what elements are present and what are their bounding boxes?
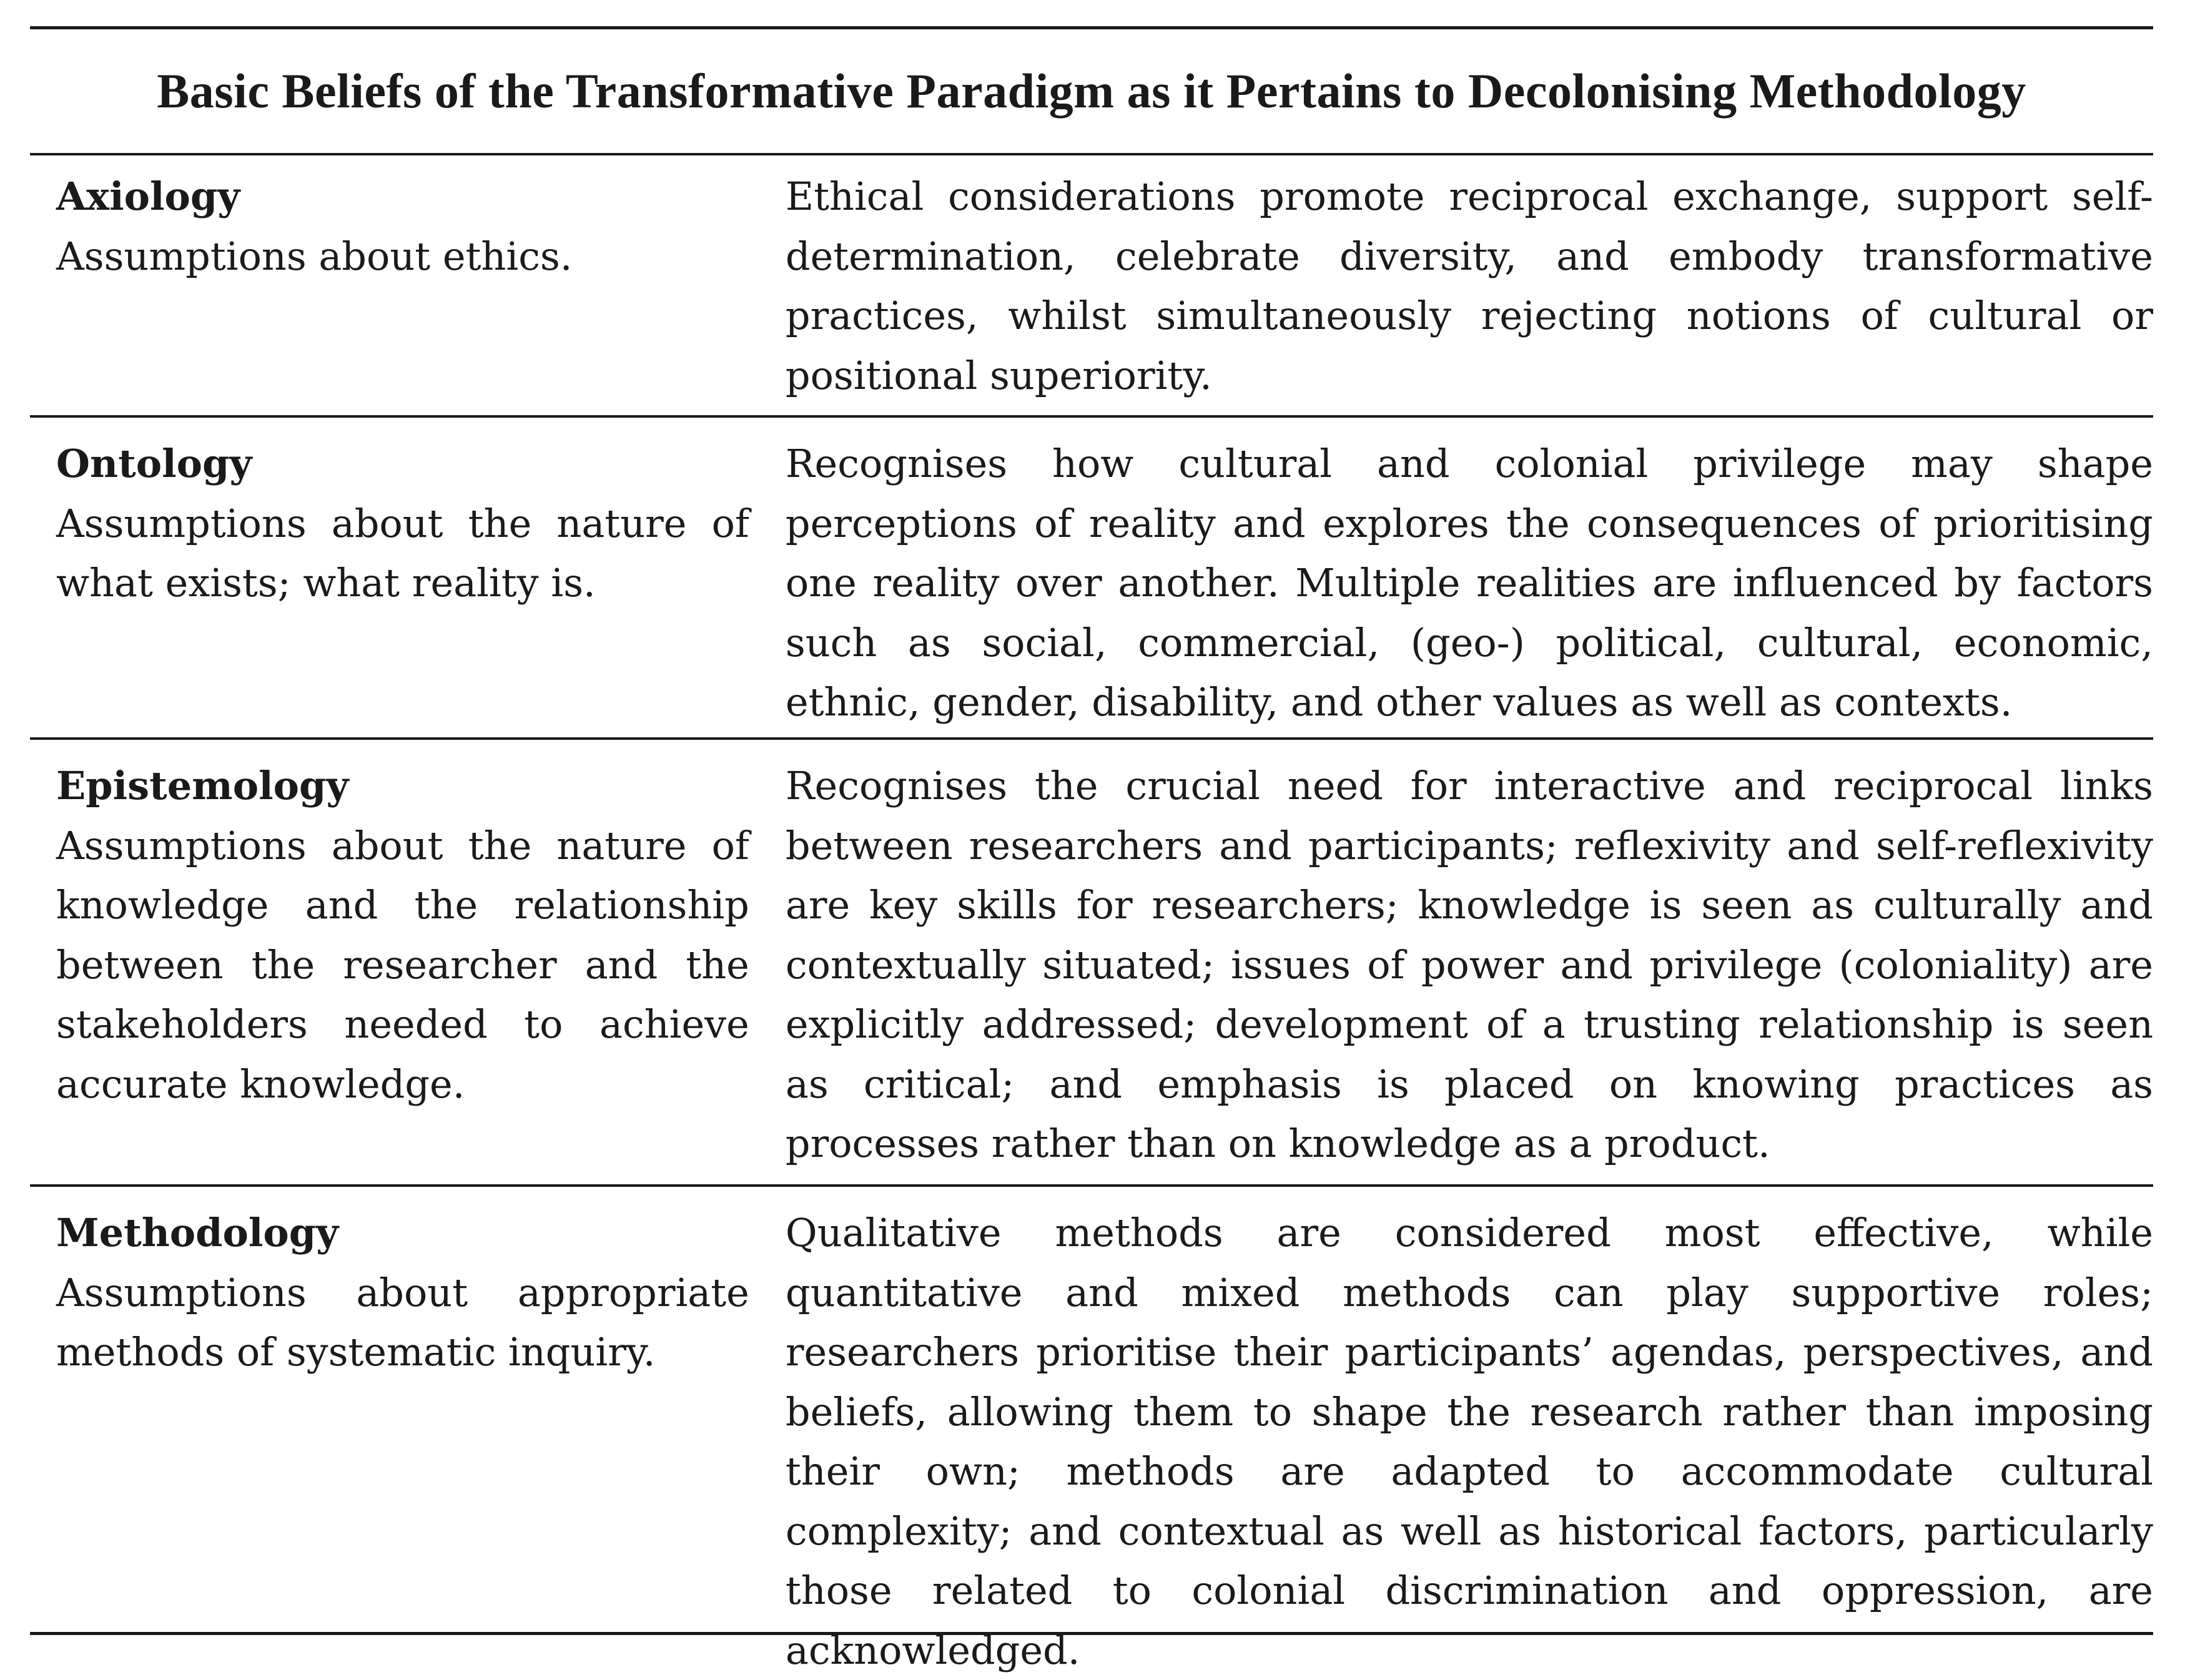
description-cell: Recognises the crucial need for interactive and reciprocal links between researchers and participants; reflexivity and self-reflexivity are key skills for researchers; knowledge is seen as culturally and contextually situated; issues of power and privilege (coloniality) are explicitly addressed; development of a trusting relationship is seen as critical; and emphasis is placed on knowing practices as processes rather than on knowledge as a product.: [785, 763, 2153, 1166]
term-definition: Assumptions about ethics.: [56, 233, 573, 279]
term-cell: [30, 1203, 749, 1632]
term-label: Ontology: [56, 441, 252, 486]
table-row-methodology: [30, 1187, 2153, 1673]
table-row-axiology: [30, 155, 2153, 418]
description-cell: Recognises how cultural and colonial privilege may shape perceptions of reality and explores the consequences of prioritising one reality over another. Multiple realities are influenced by factors such as social, commercial, (geo-) political, cultural, economic, ethnic, gender, disability, and other values as well as contexts.: [785, 441, 2153, 725]
term-label: Methodology: [56, 1210, 339, 1255]
term-definition: Assumptions about appropriate methods of systematic inquiry.: [56, 1269, 749, 1375]
term-label: Axiology: [56, 174, 240, 219]
term-label: Epistemology: [56, 763, 349, 808]
description-cell: Ethical considerations promote reciprocal exchange, support self-determination, celebrate diversity, and embody transformative practices, whilst simultaneously rejecting notions of cultural or positional superiority.: [785, 174, 2153, 398]
term-cell: [30, 756, 749, 1184]
table-row-ontology: [30, 418, 2153, 740]
term-definition: Assumptions about the nature of knowledge and the relationship between the researcher and the stakeholders needed to achieve accurate knowledge.: [56, 822, 749, 1107]
table-row-epistemology: [30, 740, 2153, 1187]
table-title: Basic Beliefs of the Transformative Paradigm as it Pertains to Decolonising Methodology: [30, 29, 2153, 155]
term-definition: Assumptions about the nature of what exists; what reality is.: [56, 500, 749, 606]
term-cell: [30, 434, 749, 737]
beliefs-table: [30, 26, 2153, 1673]
term-cell: [30, 167, 749, 415]
description-cell: Qualitative methods are considered most effective, while quantitative and mixed methods can play supportive roles; researchers prioritise their participants’ agendas, perspectives, and beliefs, allowing them to shape the research rather than imposing their own; methods are adapted to accommodate cultural complexity; and contextual as well as historical factors, particularly those related to colonial discrimination and oppression, are acknowledged.: [785, 1210, 2153, 1673]
